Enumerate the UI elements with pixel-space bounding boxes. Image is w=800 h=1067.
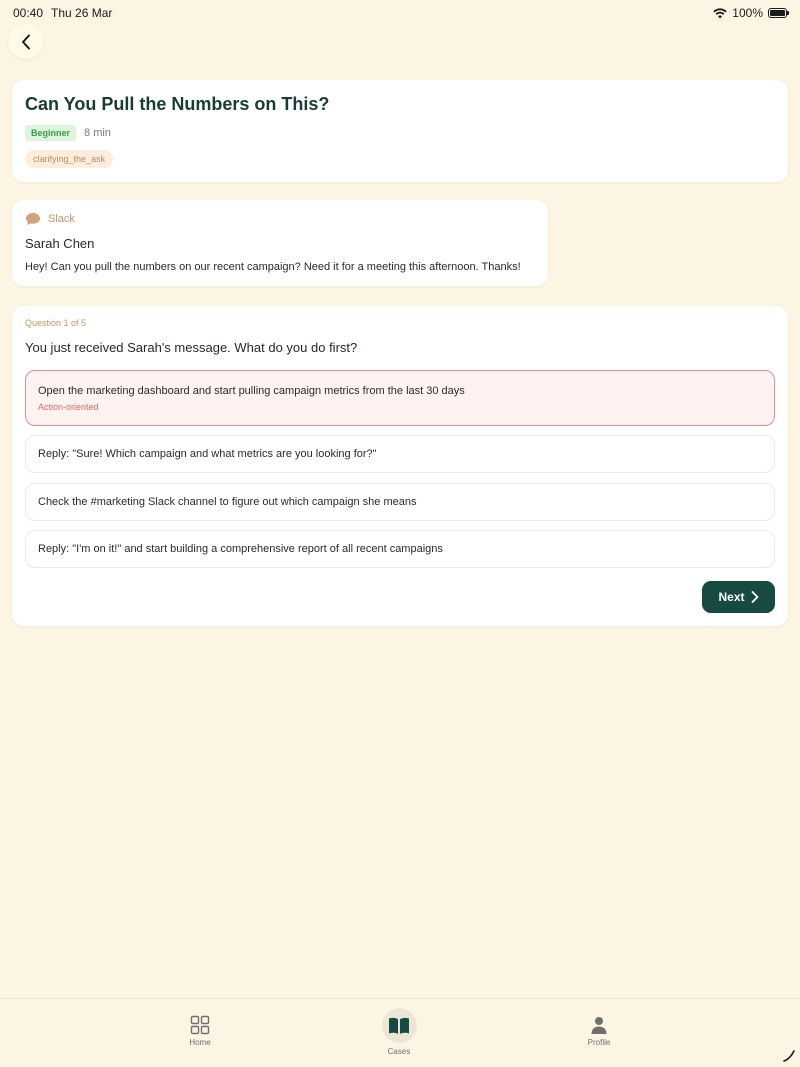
chevron-left-icon xyxy=(20,34,32,50)
nav-cases-active-indicator xyxy=(382,1008,417,1043)
status-time: 00:40 xyxy=(13,6,44,20)
status-bar xyxy=(0,0,800,24)
nav-profile[interactable] xyxy=(577,1015,621,1047)
answer-option-text: Reply: "I'm on it!" and start building a comprehensive report of all recent campaigns xyxy=(38,543,443,555)
question-counter: Question 1 of 5 xyxy=(25,318,87,328)
nav-profile-label: Profile xyxy=(587,1038,611,1047)
answer-option-text: Open the marketing dashboard and start pulling campaign metrics from the last 30 days xyxy=(38,384,465,397)
answer-option-2[interactable] xyxy=(25,435,775,473)
duration-label: 8 min xyxy=(84,127,111,139)
case-header-card xyxy=(12,80,788,182)
chat-bubble-icon xyxy=(25,212,41,226)
grid-icon xyxy=(190,1015,210,1035)
level-badge: Beginner xyxy=(25,125,76,141)
question-prompt: You just received Sarah's message. What do you do first? xyxy=(25,340,358,355)
wifi-icon xyxy=(713,8,727,19)
answer-option-3[interactable] xyxy=(25,483,775,521)
chevron-right-icon xyxy=(751,591,759,603)
bottom-nav xyxy=(0,998,800,1067)
question-card xyxy=(12,306,788,626)
nav-cases[interactable] xyxy=(377,1008,421,1056)
next-button-label: Next xyxy=(718,590,745,604)
message-text: Hey! Can you pull the numbers on our recent campaign? Need it for a meeting this afternoon. Thanks! xyxy=(25,261,521,273)
answer-option-text: Reply: "Sure! Which campaign and what metrics are you looking for?" xyxy=(38,448,377,460)
answer-option-1[interactable] xyxy=(25,370,775,426)
person-icon xyxy=(589,1015,609,1035)
battery-icon xyxy=(768,8,787,18)
next-button[interactable] xyxy=(702,581,775,613)
sender-name: Sarah Chen xyxy=(25,236,95,251)
answer-option-text: Check the #marketing Slack channel to figure out which campaign she means xyxy=(38,496,417,508)
answer-option-4[interactable] xyxy=(25,530,775,568)
message-card xyxy=(12,200,548,286)
nav-home[interactable] xyxy=(178,1015,222,1047)
answer-feedback-tag: Action-oriented xyxy=(38,401,99,412)
pencil-stroke-icon xyxy=(782,1049,796,1063)
nav-cases-label: Cases xyxy=(387,1047,411,1056)
case-title: Can You Pull the Numbers on This? xyxy=(25,94,330,114)
back-button[interactable] xyxy=(8,24,43,59)
skill-tag: clarifying_the_ask xyxy=(25,150,113,168)
nav-home-label: Home xyxy=(189,1038,211,1047)
open-book-icon xyxy=(387,1016,411,1036)
battery-percent: 100% xyxy=(732,6,763,20)
channel-label: Slack xyxy=(48,213,75,225)
status-date: Thu 26 Mar xyxy=(51,6,113,20)
